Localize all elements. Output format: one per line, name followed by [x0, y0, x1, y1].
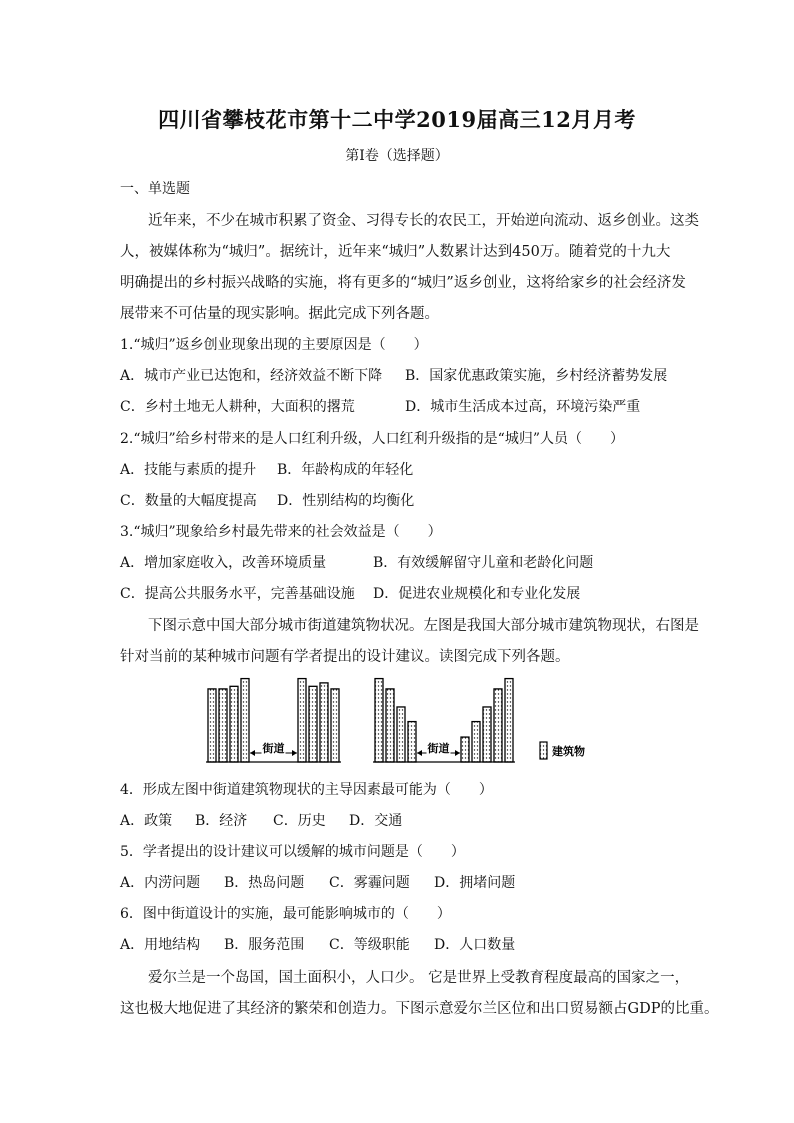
question-1-option-d: D．城市生活成本过高，环境污染严重 [405, 399, 641, 415]
legend-label: 建筑物 [552, 745, 585, 758]
question-2-option-b: B．年龄构成的年轻化 [277, 462, 414, 478]
passage2-line: 针对当前的某种城市问题有学者提出的设计建议。读图完成下列各题。 [120, 649, 570, 665]
question-6-option-c: C．等级职能 [329, 937, 410, 953]
question-4-option-a: A．政策 [120, 813, 173, 829]
arrow-head-right [455, 750, 460, 756]
question-3-option-b: B．有效缓解留守儿童和老龄化问题 [373, 555, 594, 571]
question-4-stem: 4．形成左图中街道建筑物现状的主导因素最可能为（ ） [120, 782, 493, 798]
section-heading: 第Ⅰ卷（选择题） [345, 148, 449, 164]
question-5-option-b: B．热岛问题 [224, 875, 305, 891]
street-label: 街道 [427, 742, 450, 755]
arrow-head-left [250, 750, 255, 756]
question-5-option-c: C．雾霾问题 [329, 875, 410, 891]
building-bar [375, 679, 383, 762]
passage1-line: 近年来，不少在城市积累了资金、习得专长的农民工，开始逆向流动、返乡创业。这类 [148, 213, 699, 229]
question-1-option-a: A．城市产业已达饱和，经济效益不断下降 [120, 368, 383, 384]
question-6-option-a: A．用地结构 [120, 937, 201, 953]
question-2-stem: 2.“城归”给乡村带来的是人口红利升级，人口红利升级指的是“城归”人员（ ） [120, 431, 624, 447]
question-6-option-b: B．服务范围 [224, 937, 305, 953]
arrow-head-right [292, 750, 297, 756]
legend-building-symbol [540, 742, 547, 759]
left-diagram [206, 679, 341, 762]
building-bar [505, 679, 513, 762]
question-3-option-a: A．增加家庭收入，改善环境质量 [120, 555, 327, 571]
question-3-stem: 3.“城归”现象给乡村最先带来的社会效益是（ ） [120, 524, 442, 540]
street-label: 街道 [262, 742, 285, 755]
question-3-option-c: C．提高公共服务水平，完善基础设施 [120, 586, 355, 602]
passage1-line: 展带来不可估量的现实影响。据此完成下列各题。 [120, 306, 439, 322]
question-2-option-d: D．性别结构的均衡化 [277, 493, 415, 509]
building-bar [472, 722, 480, 762]
passage1-line: 明确提出的乡村振兴战略的实施，将有更多的“城归”返乡创业，这将给家乡的社会经济发 [120, 275, 686, 291]
building-bar [483, 707, 491, 762]
building-bar [461, 737, 469, 762]
building-bar [241, 679, 249, 762]
building-bar [208, 689, 216, 762]
question-1-option-c: C．乡村土地无人耕种，大面积的撂荒 [120, 399, 355, 415]
building-bar [397, 707, 405, 762]
question-6-stem: 6．图中街道设计的实施，最可能影响城市的（ ） [120, 906, 451, 922]
passage1-line: 人，被媒体称为“城归”。据统计，近年来“城归”人数累计达到450万。随着党的十九大 [120, 244, 671, 260]
question-5-option-a: A．内涝问题 [120, 875, 201, 891]
building-bar [230, 686, 238, 762]
building-bar [298, 679, 306, 762]
building-bar [386, 689, 394, 762]
building-bar [408, 722, 416, 762]
question-4-option-c: C．历史 [273, 813, 326, 829]
question-2-option-a: A．技能与素质的提升 [120, 462, 257, 478]
right-diagram [373, 679, 515, 762]
legend [540, 742, 585, 759]
question-5-stem: 5．学者提出的设计建议可以缓解的城市问题是（ ） [120, 844, 465, 860]
part-heading: 一、单选题 [120, 181, 190, 197]
building-bar [331, 689, 339, 762]
street-building-figure [200, 672, 600, 772]
passage3-line: 爱尔兰是一个岛国，国土面积小，人口少。 它是世界上受教育程度最高的国家之一， [148, 970, 690, 986]
question-4-option-b: B．经济 [195, 813, 248, 829]
building-bar [219, 689, 227, 762]
question-2-option-c: C．数量的大幅度提高 [120, 493, 257, 509]
building-bar [309, 686, 317, 762]
question-6-option-d: D．人口数量 [434, 937, 516, 953]
passage2-line: 下图示意中国大部分城市街道建筑物状况。左图是我国大部分城市建筑物现状，右图是 [148, 618, 699, 634]
building-bar [320, 683, 328, 762]
question-4-option-d: D．交通 [349, 813, 403, 829]
question-5-option-d: D．拥堵问题 [434, 875, 516, 891]
question-1-stem: 1.“城归”返乡创业现象出现的主要原因是（ ） [120, 337, 428, 353]
question-3-option-d: D．促进农业规模化和专业化发展 [373, 586, 581, 602]
page-title: 四川省攀枝花市第十二中学2019届高三12月月考 [158, 107, 636, 132]
arrow-head-left [417, 750, 422, 756]
question-1-option-b: B．国家优惠政策实施，乡村经济蓄势发展 [405, 368, 668, 384]
building-bar [494, 689, 502, 762]
passage3-line: 这也极大地促进了其经济的繁荣和创造力。下图示意爱尔兰区位和出口贸易额占GDP的比重。 [120, 1001, 719, 1017]
